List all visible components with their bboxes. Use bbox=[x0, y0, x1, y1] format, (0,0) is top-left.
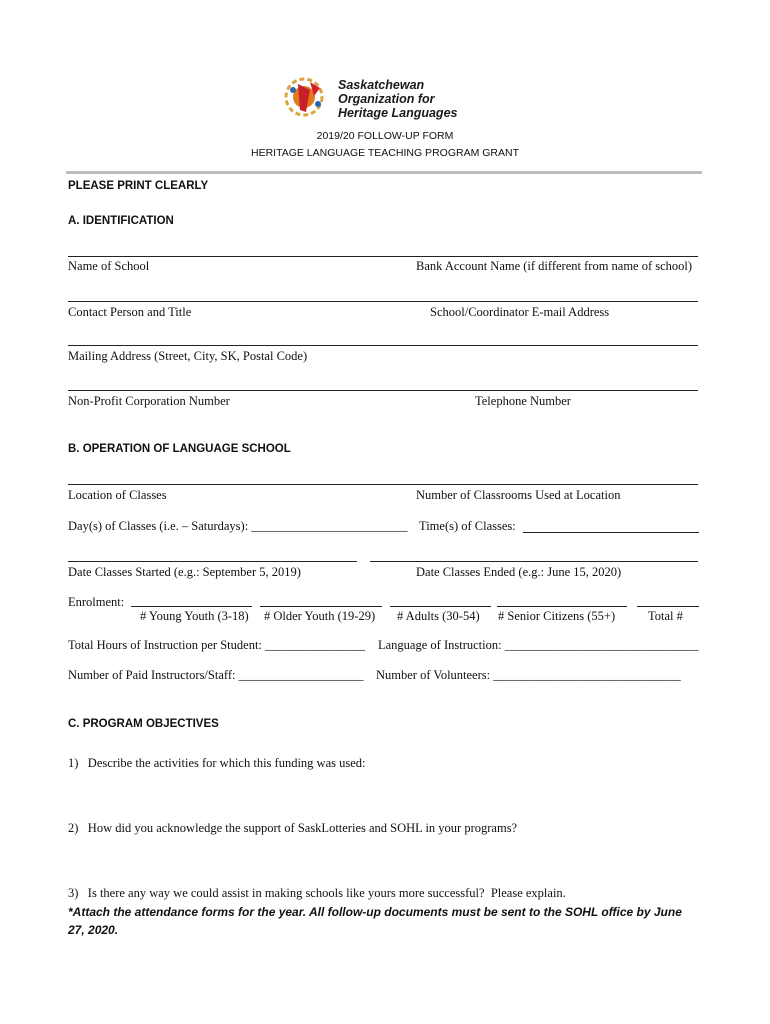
location-label: Location of Classes bbox=[68, 488, 167, 502]
older-youth-field[interactable] bbox=[260, 606, 382, 607]
seniors-field[interactable] bbox=[497, 606, 627, 607]
date-started-label: Date Classes Started (e.g.: September 5, 2019) bbox=[68, 565, 301, 579]
language-label: Language of Instruction: _______________________________ bbox=[378, 638, 699, 652]
telephone-label: Telephone Number bbox=[475, 394, 571, 408]
seniors-label: # Senior Citizens (55+) bbox=[498, 609, 616, 623]
logo-emblem-icon bbox=[280, 74, 336, 120]
location-field[interactable] bbox=[68, 484, 698, 485]
adults-label: # Adults (30-54) bbox=[397, 609, 480, 623]
logo-line-2: Organization for bbox=[338, 92, 435, 106]
date-started-field[interactable] bbox=[68, 561, 357, 562]
contact-field[interactable] bbox=[68, 301, 698, 302]
hours-label: Total Hours of Instruction per Student: ________________ bbox=[68, 638, 366, 652]
form-title-line-2: HERITAGE LANGUAGE TEACHING PROGRAM GRANT bbox=[251, 147, 519, 159]
school-name-label: Name of School bbox=[68, 259, 150, 273]
mailing-address-field[interactable] bbox=[68, 345, 698, 346]
mailing-address-label: Mailing Address (Street, City, SK, Postal Code) bbox=[68, 349, 308, 363]
date-ended-label: Date Classes Ended (e.g.: June 15, 2020) bbox=[416, 565, 622, 579]
instructors-label: Number of Paid Instructors/Staff: ____________________ bbox=[68, 668, 364, 682]
classrooms-label: Number of Classrooms Used at Location bbox=[416, 488, 621, 502]
total-field[interactable] bbox=[637, 606, 699, 607]
header-divider bbox=[66, 171, 702, 174]
date-ended-field[interactable] bbox=[370, 561, 698, 562]
days-label: Day(s) of Classes (i.e. – Saturdays): _________________________ bbox=[68, 519, 408, 533]
times-field[interactable] bbox=[523, 532, 699, 533]
sohl-logo bbox=[280, 74, 495, 120]
section-a-heading: A. IDENTIFICATION bbox=[68, 215, 174, 227]
question-3: 3) Is there any way we could assist in making schools like yours more successful? Please explain. bbox=[68, 886, 566, 900]
form-title-line-1: 2019/20 FOLLOW-UP FORM bbox=[316, 130, 454, 142]
young-youth-field[interactable] bbox=[131, 606, 252, 607]
total-label: Total # bbox=[648, 609, 683, 623]
logo-line-1: Saskatchewan bbox=[338, 78, 425, 92]
school-name-field[interactable] bbox=[68, 256, 698, 257]
bank-account-label: Bank Account Name (if different from name of school) bbox=[416, 259, 693, 273]
question-1: 1) Describe the activities for which this funding was used: bbox=[68, 756, 366, 770]
nonprofit-label: Non-Profit Corporation Number bbox=[68, 394, 230, 408]
nonprofit-field[interactable] bbox=[68, 390, 698, 391]
section-c-heading: C. PROGRAM OBJECTIVES bbox=[68, 718, 219, 730]
volunteers-label: Number of Volunteers: ______________________________ bbox=[376, 668, 681, 682]
young-youth-label: # Young Youth (3-18) bbox=[140, 609, 249, 623]
logo-line-3: Heritage Languages bbox=[338, 106, 458, 120]
section-b-heading: B. OPERATION OF LANGUAGE SCHOOL bbox=[68, 443, 291, 455]
question-2: 2) How did you acknowledge the support of SaskLotteries and SOHL in your programs? bbox=[68, 821, 518, 835]
print-notice: PLEASE PRINT CLEARLY bbox=[68, 180, 209, 192]
adults-field[interactable] bbox=[390, 606, 491, 607]
email-label: School/Coordinator E-mail Address bbox=[430, 305, 610, 319]
enrolment-label: Enrolment: bbox=[68, 595, 125, 609]
times-label: Time(s) of Classes: bbox=[419, 519, 516, 533]
older-youth-label: # Older Youth (19-29) bbox=[264, 609, 376, 623]
contact-person-label: Contact Person and Title bbox=[68, 305, 192, 319]
footer-note: *Attach the attendance forms for the year. All follow-up documents must be sent to the SOHL office by June 27, 2020. bbox=[68, 905, 682, 937]
